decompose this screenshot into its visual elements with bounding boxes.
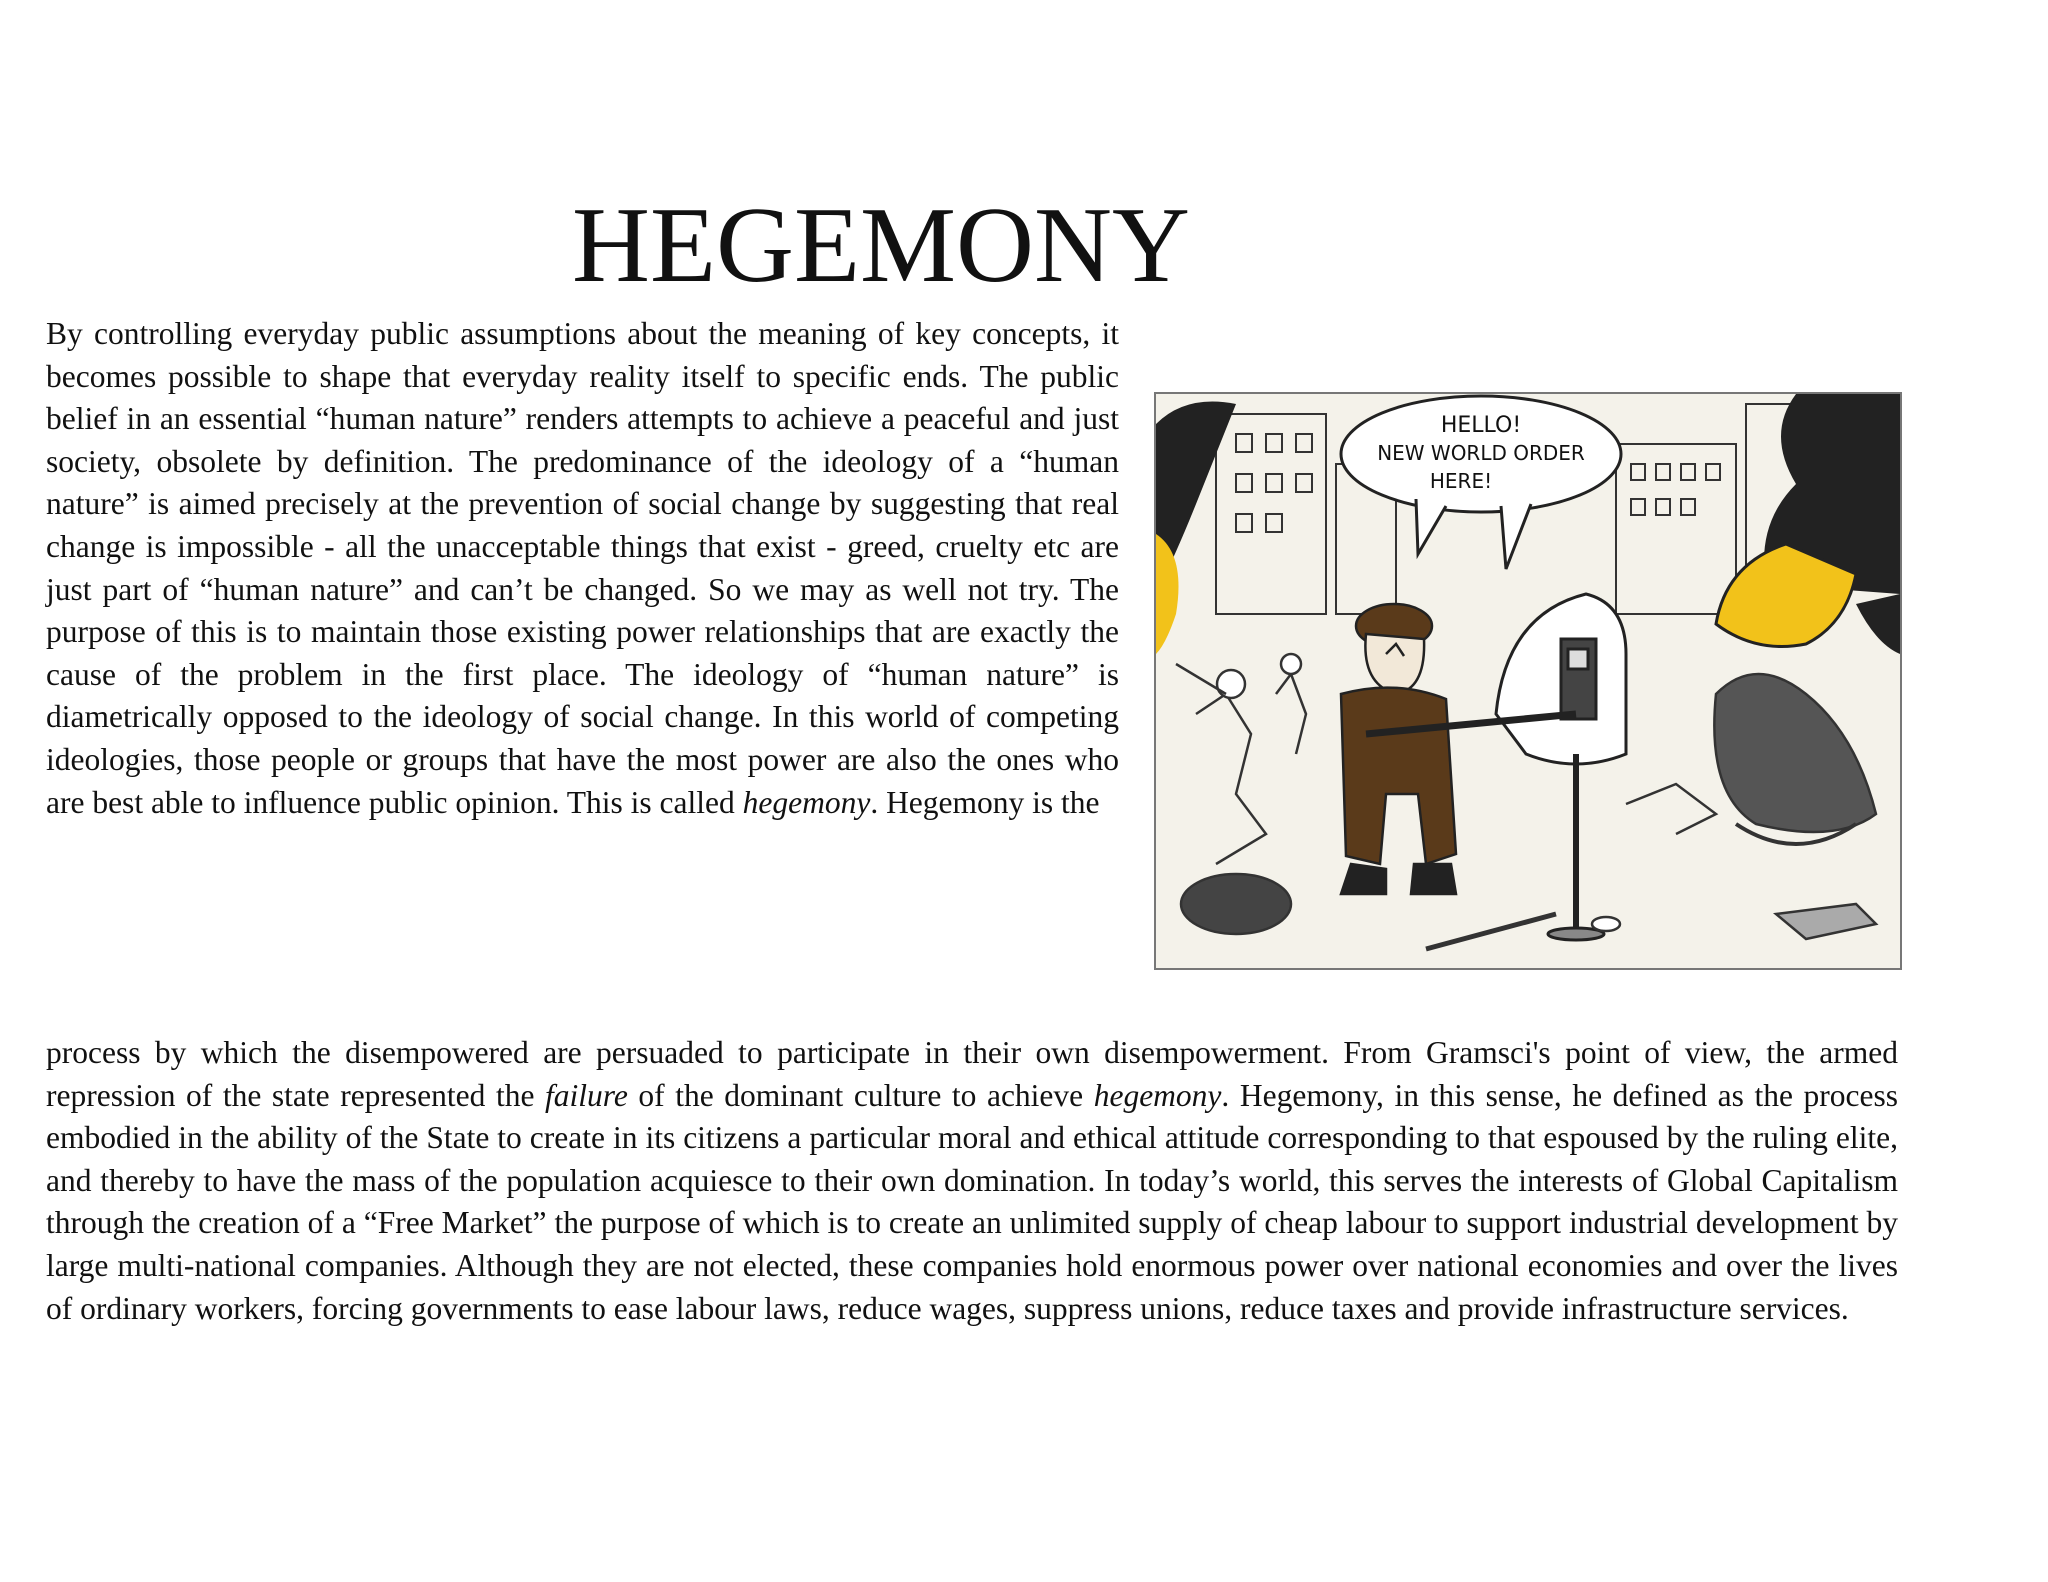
speech-line-2: NEW WORLD ORDER <box>1377 441 1585 465</box>
paragraph-left-emphasis-hegemony: hegemony <box>742 784 871 820</box>
paragraph-bottom-emphasis-failure: failure <box>545 1077 628 1113</box>
phone-booth <box>1496 594 1626 940</box>
paragraph-bottom-text-3: . Hegemony, in this sense, he defined as the process embodied in the ability of the State to create in its citizens a particular moral and ethical attitude corresponding to that espoused by the ruling elite, and thereby to have the mass of the population acquiesce to their own domination. In today’s world, this serves the interests of Global Capitalism through the creation of a “Free Market” the purpose of which is to create an unlimited supply of cheap labour to support industrial development by large multi-national companies. Although they are not elected, these companies hold enormous power over national economies and over the lives of ordinary workers, forcing governments to ease labour laws, reduce wages, suppress unions, reduce taxes and provide infrastructure services. <box>46 1077 1899 1326</box>
paragraph-bottom-text-1: process by which the disempowered are persuaded to participate in their own disempowerment. From Gramsci's point of view, the armed repression of the state represented the <box>46 1035 1898 1113</box>
paragraph-left <box>46 313 1119 824</box>
speech-bubble <box>1341 396 1621 569</box>
speech-line-3: HERE! <box>1429 469 1493 493</box>
paragraph-bottom <box>46 1032 1898 1330</box>
paragraph-left-text-2: . Hegemony is the <box>870 784 1100 820</box>
cartoon-illustration <box>1156 394 1900 968</box>
page-title: HEGEMONY <box>572 186 1190 305</box>
fire-left <box>1156 402 1236 655</box>
fire-right <box>1716 394 1900 654</box>
paragraph-bottom-emphasis-hegemony: hegemony <box>1093 1077 1222 1113</box>
paragraph-bottom-text-2: of the dominant culture to achieve <box>627 1077 1094 1113</box>
speech-line-1: HELLO! <box>1440 413 1522 438</box>
paragraph-left-text-1: By controlling everyday public assumptions about the meaning of key concepts, it becomes possible to shape that everyday reality itself to specific ends. The public belief in an essential “human nature” renders attempts to achieve a peaceful and just society, obsolete by definition. The predominance of the ideology of a “human nature” is aimed precisely at the prevention of social change by suggesting that real change is impossible - all the unacceptable things that exist - greed, cruelty etc are just part of “human nature” and can’t be changed. So we may as well not try. The purpose of this is to maintain those existing power relationships that are exactly the cause of the problem in the first place. The ideology of “human nature” is diametrically opposed to the ideology of social change. In this world of competing ideologies, those people or groups that have the most power are also the ones who are best able to influence public opinion. This is called <box>46 316 1119 820</box>
new-world-order-cartoon <box>1154 392 1902 970</box>
